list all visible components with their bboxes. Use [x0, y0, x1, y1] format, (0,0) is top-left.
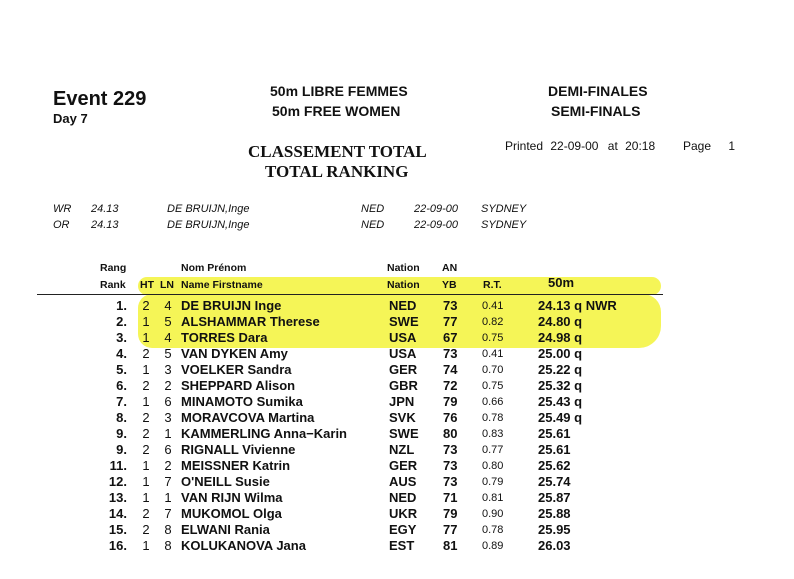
reaction-time-cell: 0.81	[482, 492, 504, 504]
nation-cell: JPN	[389, 394, 415, 409]
year-cell: 77	[443, 522, 458, 537]
time-cell: 24.13 q NWR	[538, 298, 617, 313]
reaction-time-cell: 0.41	[482, 300, 504, 312]
reaction-time-cell: 0.79	[482, 476, 504, 488]
record-nation: NED	[361, 219, 385, 231]
rank-cell: 1.	[116, 298, 127, 313]
record-time: 24.13	[91, 203, 119, 215]
year-cell: 77	[443, 314, 458, 329]
heat-cell: 1	[142, 314, 150, 329]
table-row	[0, 346, 794, 362]
printed-date: 22-09-00	[550, 139, 599, 153]
phase-en: SEMI-FINALS	[551, 103, 641, 119]
lane-cell: 5	[164, 314, 172, 329]
name-cell: MEISSNER Katrin	[181, 458, 291, 473]
year-cell: 76	[443, 410, 458, 425]
lane-cell: 2	[164, 458, 172, 473]
reaction-time-cell: 0.41	[482, 348, 504, 360]
classement-fr: CLASSEMENT TOTAL	[248, 142, 427, 161]
rank-cell: 11.	[109, 458, 127, 473]
time-cell: 25.61	[538, 442, 571, 457]
name-cell: KAMMERLING Anna−Karin	[181, 426, 347, 441]
lane-cell: 5	[164, 346, 172, 361]
table-row	[0, 362, 794, 378]
year-cell: 71	[443, 490, 458, 505]
rank-cell: 4.	[116, 346, 127, 361]
header-nation-fr: Nation	[387, 262, 420, 274]
time-cell: 25.43 q	[538, 394, 583, 409]
header-rt: R.T.	[483, 279, 502, 291]
rank-cell: 3.	[116, 330, 127, 345]
heat-cell: 1	[142, 490, 150, 505]
rank-cell: 6.	[116, 378, 127, 393]
name-cell: MINAMOTO Sumika	[181, 394, 303, 409]
nation-cell: EST	[389, 538, 415, 553]
time-cell: 25.95	[538, 522, 571, 537]
header-yb: YB	[442, 279, 457, 291]
name-cell: MORAVCOVA Martina	[181, 410, 315, 425]
lane-cell: 8	[164, 538, 172, 553]
name-cell: DE BRUIJN Inge	[181, 298, 282, 313]
rank-cell: 7.	[116, 394, 127, 409]
record-type: OR	[53, 219, 70, 231]
reaction-time-cell: 0.70	[482, 364, 504, 376]
name-cell: VAN DYKEN Amy	[181, 346, 288, 361]
time-cell: 25.62	[538, 458, 571, 473]
name-cell: RIGNALL Vivienne	[181, 442, 296, 457]
table-row	[0, 394, 794, 410]
year-cell: 73	[443, 298, 458, 313]
table-row	[0, 330, 794, 346]
heat-cell: 2	[142, 410, 150, 425]
reaction-time-cell: 0.75	[482, 380, 504, 392]
nation-cell: SWE	[389, 426, 419, 441]
name-cell: MUKOMOL Olga	[181, 506, 282, 521]
reaction-time-cell: 0.66	[482, 396, 504, 408]
lane-cell: 6	[164, 394, 172, 409]
lane-cell: 1	[164, 490, 172, 505]
table-row	[0, 426, 794, 442]
reaction-time-cell: 0.90	[482, 508, 504, 520]
phase-fr: DEMI-FINALES	[548, 83, 648, 99]
lane-cell: 7	[164, 474, 172, 489]
reaction-time-cell: 0.78	[482, 412, 504, 424]
record-date: 22-09-00	[414, 219, 459, 231]
reaction-time-cell: 0.82	[482, 316, 504, 328]
header-an: AN	[442, 262, 458, 274]
year-cell: 73	[443, 458, 458, 473]
header-event: 50m	[548, 275, 575, 290]
lane-cell: 7	[164, 506, 172, 521]
time-cell: 24.98 q	[538, 330, 583, 345]
record-or	[0, 219, 794, 233]
year-cell: 67	[443, 330, 458, 345]
record-holder: DE BRUIJN,Inge	[167, 203, 250, 215]
race-name-fr: 50m LIBRE FEMMES	[270, 83, 408, 99]
lane-cell: 6	[164, 442, 172, 457]
heat-cell: 2	[142, 442, 150, 457]
name-cell: VOELKER Sandra	[181, 362, 292, 377]
time-cell: 25.22 q	[538, 362, 583, 377]
year-cell: 80	[443, 426, 458, 441]
name-cell: ELWANI Rania	[181, 522, 270, 537]
time-cell: 25.74	[538, 474, 571, 489]
time-cell: 25.88	[538, 506, 571, 521]
table-row	[0, 410, 794, 426]
header-nom: Nom Prénom	[181, 262, 247, 274]
page-value: 1	[728, 139, 736, 153]
year-cell: 79	[443, 506, 458, 521]
printed-time: 20:18	[625, 139, 656, 153]
name-cell: SHEPPARD Alison	[181, 378, 296, 393]
nation-cell: AUS	[389, 474, 417, 489]
nation-cell: GER	[389, 458, 418, 473]
reaction-time-cell: 0.83	[482, 428, 504, 440]
heat-cell: 1	[142, 394, 150, 409]
heat-cell: 2	[142, 426, 150, 441]
lane-cell: 3	[164, 410, 172, 425]
year-cell: 73	[443, 442, 458, 457]
rank-cell: 16.	[108, 538, 127, 553]
nation-cell: NED	[389, 298, 417, 313]
lane-cell: 4	[164, 330, 172, 345]
nation-cell: NZL	[389, 442, 415, 457]
event-title: Event 229	[53, 88, 147, 110]
nation-cell: SVK	[389, 410, 416, 425]
name-cell: TORRES Dara	[181, 330, 268, 345]
rank-cell: 13.	[108, 490, 127, 505]
time-cell: 26.03	[538, 538, 571, 553]
time-cell: 24.80 q	[538, 314, 583, 329]
heat-cell: 1	[142, 362, 150, 377]
lane-cell: 2	[164, 378, 172, 393]
heat-cell: 1	[142, 458, 150, 473]
header-ht: HT	[140, 279, 154, 291]
rank-cell: 12.	[108, 474, 127, 489]
nation-cell: GER	[389, 362, 418, 377]
time-cell: 25.32 q	[538, 378, 583, 393]
reaction-time-cell: 0.78	[482, 524, 504, 536]
lane-cell: 1	[164, 426, 172, 441]
race-name-en: 50m FREE WOMEN	[272, 103, 401, 119]
year-cell: 81	[443, 538, 458, 553]
name-cell: VAN RIJN Wilma	[181, 490, 283, 505]
nation-cell: SWE	[389, 314, 419, 329]
header-rank: Rank	[100, 279, 126, 291]
rank-cell: 15.	[108, 522, 127, 537]
time-cell: 25.49 q	[538, 410, 583, 425]
nation-cell: GBR	[389, 378, 418, 393]
rank-cell: 9.	[116, 426, 127, 441]
heat-cell: 2	[142, 522, 150, 537]
year-cell: 73	[443, 346, 458, 361]
heat-cell: 2	[142, 506, 150, 521]
record-type: WR	[53, 203, 72, 215]
year-cell: 79	[443, 394, 458, 409]
heat-cell: 1	[142, 330, 150, 345]
table-row	[0, 442, 794, 458]
table-row	[0, 522, 794, 538]
year-cell: 74	[443, 362, 458, 377]
nation-cell: UKR	[389, 506, 418, 521]
event-day: Day 7	[53, 111, 88, 126]
header-nation-en: Nation	[387, 279, 420, 291]
page-label: Page	[683, 139, 712, 153]
reaction-time-cell: 0.75	[482, 332, 504, 344]
heat-cell: 1	[142, 538, 150, 553]
table-row	[0, 474, 794, 490]
lane-cell: 8	[164, 522, 172, 537]
rank-cell: 14.	[108, 506, 127, 521]
table-row	[0, 490, 794, 506]
header-divider	[37, 294, 663, 295]
lane-cell: 3	[164, 362, 172, 377]
nation-cell: EGY	[389, 522, 417, 537]
table-row	[0, 298, 794, 314]
table-row	[0, 314, 794, 330]
page-number	[683, 139, 735, 153]
header-ln: LN	[160, 279, 174, 291]
heat-cell: 2	[142, 346, 150, 361]
rank-cell: 5.	[116, 362, 127, 377]
classement-en: TOTAL RANKING	[265, 162, 409, 181]
nation-cell: USA	[389, 346, 417, 361]
record-wr	[0, 203, 794, 217]
table-row	[0, 506, 794, 522]
header-rang: Rang	[100, 262, 127, 274]
heat-cell: 2	[142, 378, 150, 393]
reaction-time-cell: 0.77	[482, 444, 504, 456]
time-cell: 25.61	[538, 426, 571, 441]
nation-cell: USA	[389, 330, 417, 345]
heat-cell: 1	[142, 474, 150, 489]
record-date: 22-09-00	[414, 203, 459, 215]
table-row	[0, 378, 794, 394]
time-cell: 25.87	[538, 490, 571, 505]
record-nation: NED	[361, 203, 385, 215]
heat-cell: 2	[142, 298, 150, 313]
printed-label: Printed	[505, 139, 544, 153]
record-place: SYDNEY	[481, 203, 527, 215]
record-holder: DE BRUIJN,Inge	[167, 219, 250, 231]
reaction-time-cell: 0.89	[482, 540, 504, 552]
time-cell: 25.00 q	[538, 346, 583, 361]
table-row	[0, 538, 794, 554]
record-time: 24.13	[91, 219, 119, 231]
rank-cell: 8.	[116, 410, 127, 425]
header-name: Name Firstname	[181, 279, 263, 291]
printed-at: at	[607, 139, 618, 153]
name-cell: O'NEILL Susie	[181, 474, 270, 489]
rank-cell: 2.	[116, 314, 127, 329]
record-place: SYDNEY	[481, 219, 527, 231]
nation-cell: NED	[389, 490, 417, 505]
name-cell: KOLUKANOVA Jana	[181, 538, 306, 553]
table-row	[0, 458, 794, 474]
rank-cell: 9.	[116, 442, 127, 457]
reaction-time-cell: 0.80	[482, 460, 504, 472]
name-cell: ALSHAMMAR Therese	[181, 314, 320, 329]
lane-cell: 4	[164, 298, 172, 313]
year-cell: 73	[443, 474, 458, 489]
printed-info	[505, 139, 655, 153]
year-cell: 72	[443, 378, 458, 393]
